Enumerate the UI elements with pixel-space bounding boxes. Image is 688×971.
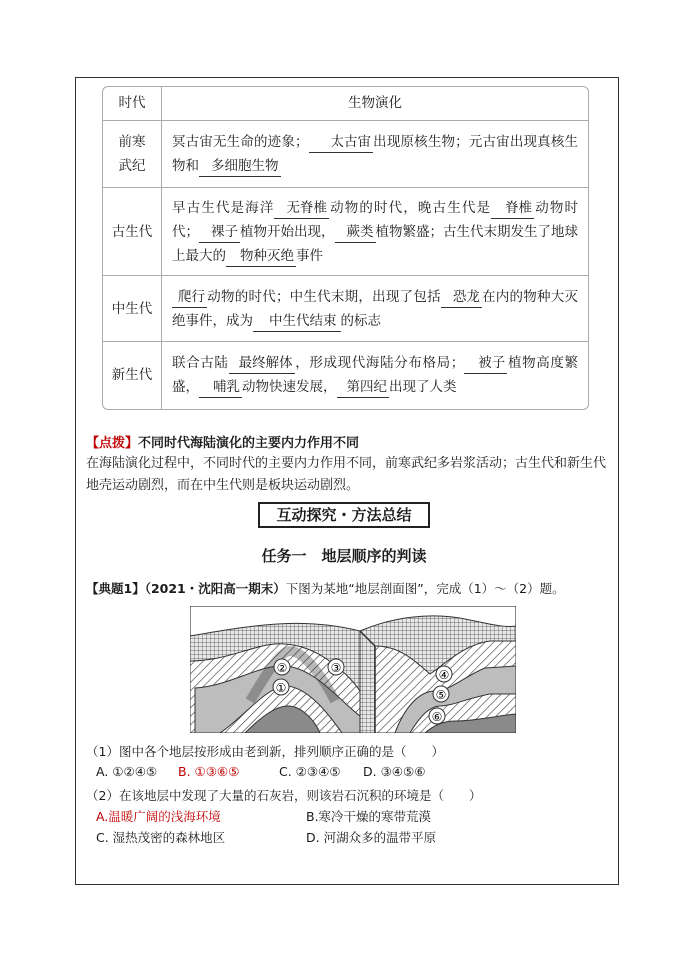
era-cell: 前寒武纪 — [103, 120, 162, 188]
tip-tag: 【点拨】 — [86, 436, 139, 451]
strata-diagram — [190, 606, 516, 733]
question-text: 下图为某地“地层剖面图”，完成（1）～（2）题。 — [285, 581, 565, 596]
layer-label: ⑤ — [435, 688, 447, 702]
tip-heading — [86, 432, 359, 451]
question-label: 【典题1】 — [86, 581, 145, 596]
layer-label: ② — [276, 661, 288, 675]
q2-option-b[interactable]: B.寒冷干燥的寒带荒漠 — [306, 809, 432, 824]
evolution-cell: 冥古宙无生命的迹象； 太古宙 出现原核生物；元古宙出现真核生物和 多细胞生物 — [162, 120, 589, 188]
era-cell: 古生代 — [103, 188, 162, 276]
layer-label: ① — [275, 681, 287, 695]
evolution-cell: 联合古陆 最终解体 ，形成现代海陆分布格局； 被子 植物高度繁盛， 哺乳 动物快速发展， 第四纪 出现了人类 — [162, 341, 589, 409]
table-row — [103, 341, 588, 409]
evolution-cell: 早古生代是海洋 无脊椎 动物的时代，晚古生代是 脊椎 动物时代； 裸子 植物开始出现， 蕨类 植物繁盛；古生代末期发生了地球上最大的 物种灭绝 事件 — [162, 188, 589, 276]
q2-option-d[interactable]: D. 河湖众多的温带平原 — [306, 830, 437, 845]
q1-option-d[interactable]: D. ③④⑤⑥ — [363, 764, 426, 779]
era-cell: 中生代 — [103, 276, 162, 342]
layer-label: ③ — [330, 661, 342, 675]
q1-option-c[interactable]: C. ②③④⑤ — [279, 764, 341, 779]
blank: 恐龙 — [441, 287, 482, 308]
tip-title: 不同时代海陆演化的主要内力作用不同 — [138, 436, 360, 451]
q2-stem: （2）在该地层中发现了大量的石灰岩，则该岩石沉积的环境是（ ） — [86, 788, 482, 803]
blank: 最终解体 — [229, 353, 295, 374]
task-title: 任务一 地层顺序的判读 — [261, 547, 427, 565]
question-heading — [86, 579, 565, 597]
blank: 太古宙 — [309, 132, 374, 153]
blank: 中生代结束 — [253, 311, 341, 332]
layer-label: ⑥ — [431, 710, 443, 724]
blank: 物种灭绝 — [226, 246, 296, 267]
layer-label: ④ — [438, 668, 450, 682]
question-source: （2021・沈阳高一期末） — [144, 581, 286, 596]
blank: 多细胞生物 — [199, 156, 281, 177]
blank: 裸子 — [199, 222, 240, 243]
blank: 无脊椎 — [274, 198, 329, 219]
q1-option-b[interactable]: B. ①③⑥⑤ — [178, 764, 240, 779]
table-row — [103, 188, 588, 276]
header-era: 时代 — [103, 87, 162, 120]
table-header-row — [103, 87, 588, 120]
table-row — [103, 276, 588, 342]
q2-option-c[interactable]: C. 湿热茂密的森林地区 — [96, 830, 226, 845]
era-cell: 新生代 — [103, 341, 162, 409]
q1-option-a[interactable]: A. ①②④⑤ — [96, 764, 158, 779]
blank: 蕨类 — [335, 222, 376, 243]
section-banner: 互动探究・方法总结 — [258, 502, 430, 528]
blank: 脊椎 — [491, 198, 534, 219]
header-evolution: 生物演化 — [162, 87, 589, 120]
tip-text: 在海陆演化过程中，不同时代的主要内力作用不同，前寒武纪多岩浆活动；古生代和新生代地壳运动剧烈，而在中生代则是板块运动剧烈。 — [86, 456, 607, 493]
blank: 被子 — [464, 353, 507, 374]
table-row — [103, 120, 588, 188]
evolution-table — [102, 86, 589, 410]
blank: 第四纪 — [337, 377, 390, 398]
blank: 爬行 — [172, 287, 207, 308]
blank: 哺乳 — [199, 377, 242, 398]
q1-stem: （1）图中各个地层按形成由老到新，排列顺序正确的是（ ） — [86, 744, 444, 759]
q2-option-a[interactable]: A.温暖广阔的浅海环境 — [96, 809, 221, 824]
evolution-cell: 爬行 动物的时代；中生代末期，出现了包括 恐龙 在内的物种大灭绝事件，成为 中生代结束 的标志 — [162, 276, 589, 342]
